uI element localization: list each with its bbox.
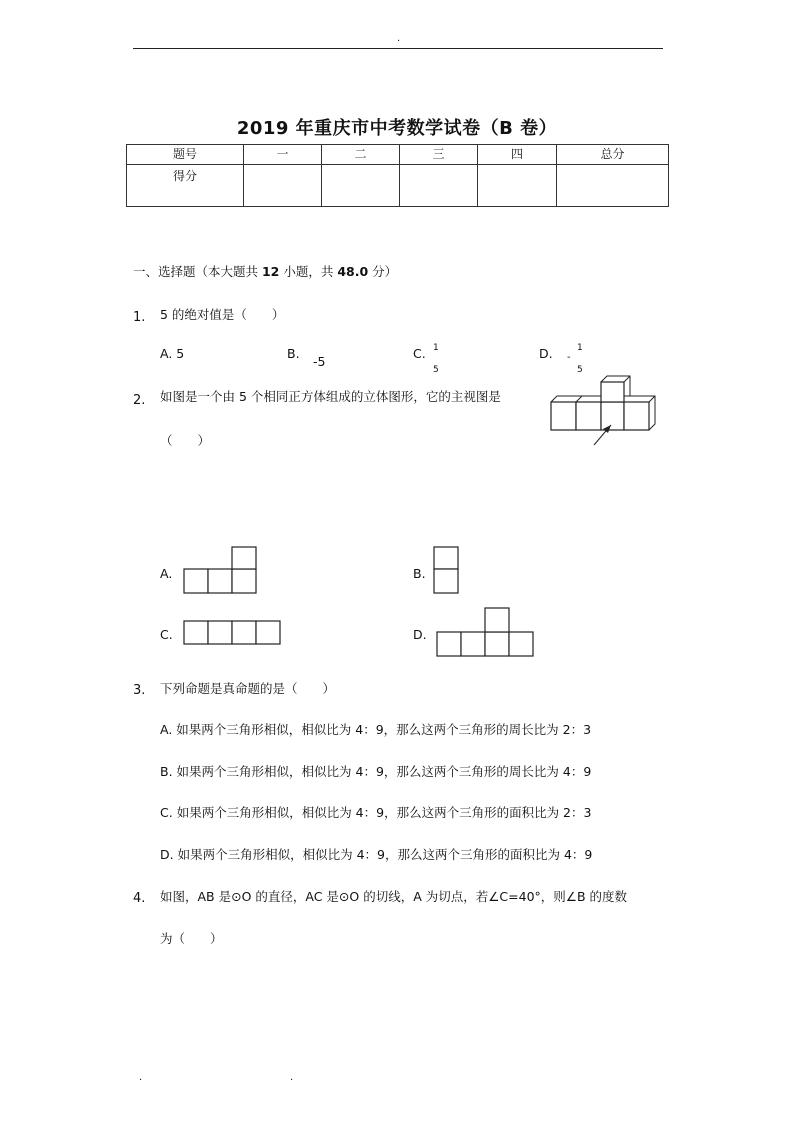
q1-option-d-label[interactable]: D. bbox=[539, 346, 553, 361]
section-mid: 小题，共 bbox=[279, 264, 338, 279]
q3-option-c-label: C. bbox=[160, 805, 173, 820]
score-table-header-row bbox=[127, 145, 669, 165]
section-heading bbox=[133, 262, 397, 280]
score-cell[interactable] bbox=[400, 165, 478, 207]
q2-option-c-figure[interactable] bbox=[183, 620, 283, 646]
q3-option-b-text: 如果两个三角形相似，相似比为 4：9，那么这两个三角形的周长比为 4：9 bbox=[176, 764, 592, 779]
q1-option-b-value: -5 bbox=[313, 354, 326, 369]
q3-option-c-text: 如果两个三角形相似，相似比为 4：9，那么这两个三角形的面积比为 2：3 bbox=[176, 805, 592, 820]
q1-option-c-label[interactable]: C. bbox=[413, 346, 426, 361]
header-cell-total: 总分 bbox=[557, 145, 669, 165]
header-cell-part3: 三 bbox=[400, 145, 478, 165]
section-prefix: 一、选择题（本大题共 bbox=[133, 264, 262, 279]
score-cell[interactable] bbox=[557, 165, 669, 207]
q3-option-a[interactable] bbox=[160, 720, 591, 738]
q3-option-d-text: 如果两个三角形相似，相似比为 4：9，那么这两个三角形的面积比为 4：9 bbox=[177, 847, 593, 862]
header-cell-part1: 一 bbox=[244, 145, 322, 165]
q3-option-c[interactable] bbox=[160, 803, 591, 821]
q4-text-line1: 如图，AB 是⊙O 的直径，AC 是⊙O 的切线，A 为切点，若∠C=40°，则∠B 的度数 bbox=[160, 889, 628, 904]
q1-option-a-value: 5 bbox=[176, 346, 185, 361]
header-dot: . bbox=[397, 33, 401, 44]
q2-option-d-label[interactable]: D. bbox=[413, 627, 427, 642]
q1-option-c-numerator: 1 bbox=[433, 343, 439, 353]
score-cell[interactable] bbox=[478, 165, 557, 207]
q4-text-line2: 为（ ） bbox=[160, 931, 223, 946]
q1-option-a-label: A. bbox=[160, 346, 173, 361]
q3-option-b-label: B. bbox=[160, 764, 173, 779]
q3-number: 3. bbox=[133, 683, 146, 698]
q2-option-b-label[interactable]: B. bbox=[413, 566, 426, 581]
q3-option-b[interactable] bbox=[160, 762, 591, 780]
q2-option-c-label[interactable]: C. bbox=[160, 627, 173, 642]
q2-text: 如图是一个由 5 个相同正方体组成的立体图形，它的主视图是 bbox=[160, 389, 501, 404]
q3-option-a-label: A. bbox=[160, 722, 173, 737]
q4-number: 4. bbox=[133, 891, 146, 906]
q1-option-b-label[interactable]: B. bbox=[287, 346, 300, 361]
header-rule bbox=[133, 48, 663, 49]
footer-right-dot: . bbox=[290, 1072, 294, 1083]
q2-solid-figure bbox=[548, 374, 660, 446]
q2-option-d-figure[interactable] bbox=[436, 607, 536, 659]
score-cell[interactable] bbox=[244, 165, 322, 207]
section-suffix: 分） bbox=[368, 264, 398, 279]
q1-option-d-sign: - bbox=[567, 352, 571, 363]
q1-option-c-denominator: 5 bbox=[433, 365, 439, 375]
header-cell-part2: 二 bbox=[322, 145, 400, 165]
section-points: 48.0 bbox=[337, 264, 369, 279]
page-title: 2019 年重庆市中考数学试卷（B 卷） bbox=[236, 118, 558, 139]
q1-option-d-denominator: 5 bbox=[577, 365, 583, 375]
score-cell[interactable] bbox=[322, 165, 400, 207]
q2-option-b-figure[interactable] bbox=[433, 546, 461, 596]
section-count: 12 bbox=[261, 264, 280, 279]
q2-option-a-figure[interactable] bbox=[183, 546, 259, 594]
q1-number: 1. bbox=[133, 310, 146, 325]
q3-option-a-text: 如果两个三角形相似，相似比为 4：9，那么这两个三角形的周长比为 2：3 bbox=[176, 722, 592, 737]
q1-option-d-numerator: 1 bbox=[577, 343, 583, 353]
header-cell-part4: 四 bbox=[478, 145, 557, 165]
footer-left-dot: . bbox=[139, 1072, 143, 1083]
score-table bbox=[126, 144, 669, 207]
q1-text: 5 的绝对值是（ ） bbox=[160, 307, 285, 322]
q3-text: 下列命题是真命题的是（ ） bbox=[160, 681, 336, 696]
score-table-score-row bbox=[127, 165, 669, 207]
score-row-label: 得分 bbox=[127, 165, 244, 207]
header-cell-question: 题号 bbox=[127, 145, 244, 165]
q2-option-a-label[interactable]: A. bbox=[160, 566, 173, 581]
q3-option-d-label: D. bbox=[160, 847, 174, 862]
q2-number: 2. bbox=[133, 393, 146, 408]
q3-option-d[interactable] bbox=[160, 845, 592, 863]
q2-paren: （ ） bbox=[160, 433, 211, 448]
q1-option-a[interactable] bbox=[160, 346, 184, 361]
